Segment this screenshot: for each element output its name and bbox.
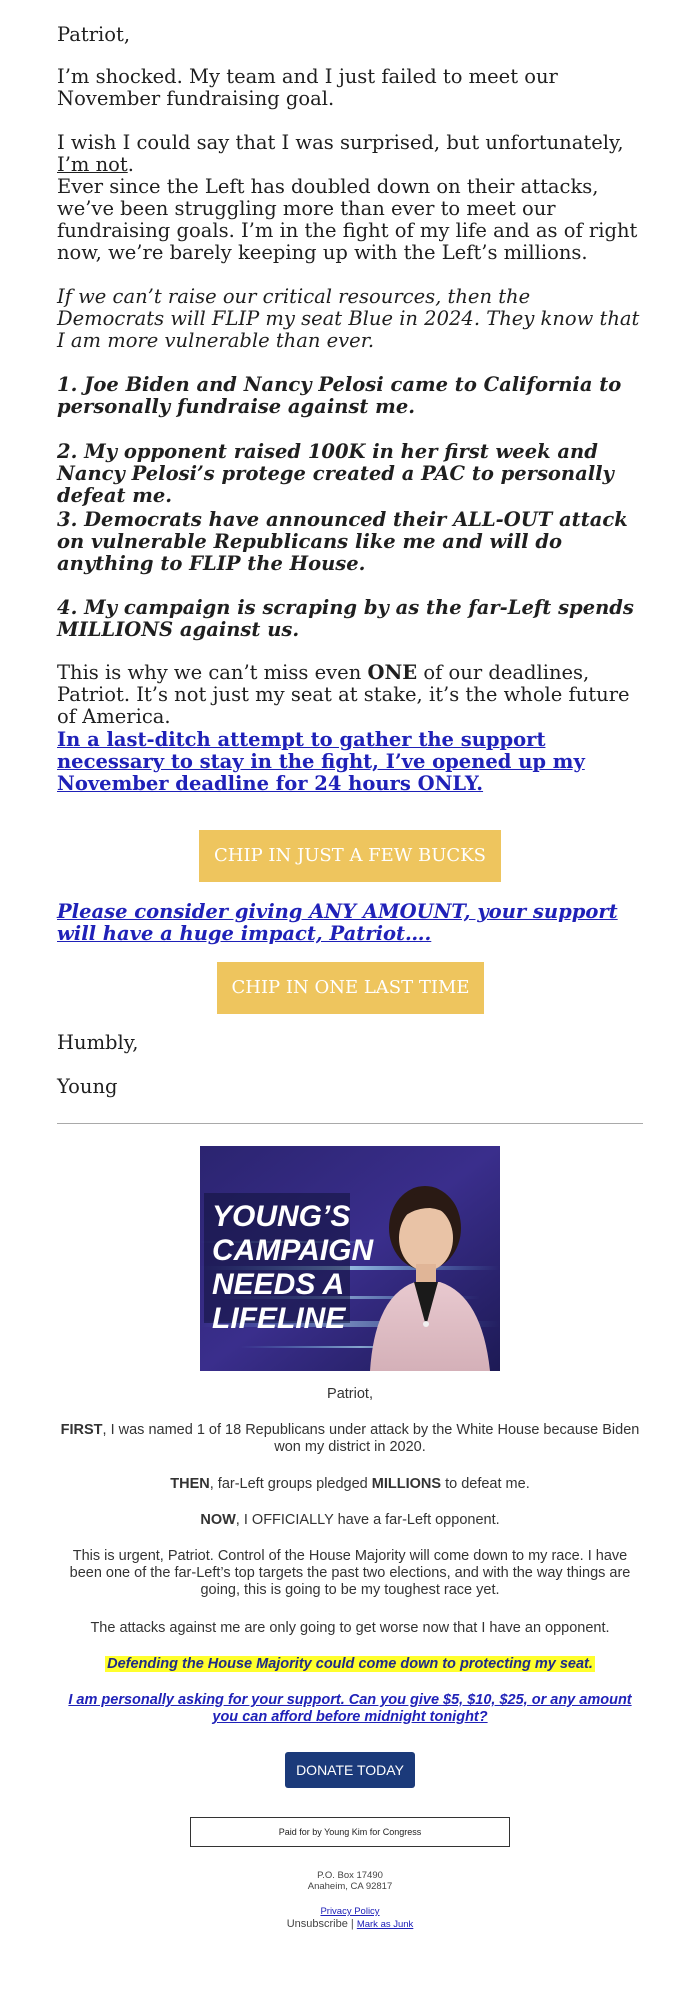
signature: Young: [57, 1075, 118, 1098]
unsubscribe-link[interactable]: Unsubscribe: [286, 1918, 348, 1930]
underlined-text: I’m not: [57, 153, 128, 176]
text-span: to defeat me.: [441, 1476, 530, 1492]
deadline-link[interactable]: In a last-ditch attempt to gather the support necessary to stay in the fight, I’ve opened up my November deadline for 24 hours ONLY.: [57, 728, 585, 795]
list-item-3: 3. Democrats have announced their ALL-OUT attack on vulnerable Republicans like me and will do anything to FLIP the House.: [57, 508, 628, 575]
divider: [57, 1123, 643, 1124]
highlighted-statement: Defending the House Majority could come down to protecting my seat.: [107, 1656, 593, 1672]
city-address: Anaheim, CA 92817: [307, 1881, 393, 1892]
text-span: I wish I could say that I was surprised, but unfortunately,: [57, 131, 624, 154]
separator: |: [350, 1918, 354, 1930]
privacy-policy-link[interactable]: Privacy Policy: [320, 1906, 380, 1917]
text-span: .: [127, 153, 134, 176]
banner-line-2: CAMPAIGN: [212, 1234, 374, 1267]
paragraph-flip-warning: If we can’t raise our critical resources, then the Democrats will FLIP my seat Blue in 2024. They know that I am more vulnerable than ever.: [57, 285, 640, 352]
list-item-2: 2. My opponent raised 100K in her first week and Nancy Pelosi’s protege created a PAC to personally defeat me.: [57, 440, 614, 507]
campaign-banner-image[interactable]: [200, 1146, 500, 1371]
section2-greeting: Patriot,: [327, 1386, 373, 1402]
section2-highlight-row: [57, 1656, 643, 1673]
chip-in-last-time-button[interactable]: CHIP IN ONE LAST TIME: [217, 962, 484, 1014]
text-span: This is why we can’t miss even: [57, 661, 368, 684]
text-span: , far-Left groups pledged: [209, 1476, 372, 1492]
bold-then: THEN: [170, 1476, 210, 1492]
unsubscribe-row: [57, 1918, 643, 1931]
closing: Humbly,: [57, 1031, 139, 1054]
chip-in-few-bucks-button[interactable]: CHIP IN JUST A FEW BUCKS: [199, 830, 501, 882]
po-box: P.O. Box 17490: [317, 1870, 383, 1881]
paragraph-deadlines: [57, 662, 643, 728]
section2-attacks: The attacks against me are only going to get worse now that I have an opponent.: [90, 1620, 610, 1636]
privacy-row: [57, 1906, 643, 1917]
section2-now: [57, 1512, 643, 1529]
bold-one: ONE: [367, 661, 418, 684]
any-amount-link[interactable]: Please consider giving ANY AMOUNT, your support will have a huge impact, Patriot….: [57, 900, 618, 945]
paragraph-surprised: [57, 132, 643, 176]
list-item-4: 4. My campaign is scraping by as the far-Left spends MILLIONS against us.: [57, 596, 634, 641]
donate-today-button[interactable]: DONATE TODAY: [285, 1752, 415, 1788]
bold-now: NOW: [200, 1512, 236, 1528]
banner-line-4: LIFELINE: [212, 1302, 346, 1335]
bold-millions: MILLIONS: [371, 1476, 442, 1492]
donation-ask-link[interactable]: I am personally asking for your support. Can you give $5, $10, $25, or any amount you can afford before midnight tonight?: [68, 1692, 632, 1725]
banner-line-1: YOUNG’S: [212, 1200, 351, 1233]
section2-urgent: This is urgent, Patriot. Control of the House Majority will come down to my race. I have been one of the far-Left’s top targets the past two elections, and with the way things are going, this is going to be my toughest race yet.: [69, 1548, 631, 1598]
banner-line-3: NEEDS A: [212, 1268, 345, 1301]
list-item-1: 1. Joe Biden and Nancy Pelosi came to California to personally fundraise against me.: [57, 373, 622, 418]
banner-graphic: [200, 1146, 500, 1371]
paragraph-shocked: I’m shocked. My team and I just failed to meet our November fundraising goal.: [57, 65, 558, 110]
section2-first: [57, 1422, 643, 1456]
text-span: , I OFFICIALLY have a far-Left opponent.: [235, 1512, 500, 1528]
section2-ask-row: [57, 1692, 643, 1726]
paid-for-disclaimer: Paid for by Young Kim for Congress: [190, 1817, 510, 1847]
section2-then: [57, 1476, 643, 1493]
mark-as-junk-link[interactable]: Mark as Junk: [356, 1919, 414, 1930]
text-span: , I was named 1 of 18 Republicans under attack by the White House because Biden won my district in 2020.: [102, 1422, 640, 1455]
greeting: Patriot,: [57, 23, 131, 46]
bold-first: FIRST: [60, 1422, 103, 1438]
text-span: of our deadlines, Patriot. It’s not just my seat at stake, it’s the whole future of America.: [57, 661, 630, 728]
paragraph-left-attacks: Ever since the Left has doubled down on their attacks, we’ve been struggling more than ever to meet our fundraising goals. I’m in the fight of my life and as of right now, we’re barely keeping up with the Left’s millions.: [57, 175, 638, 264]
